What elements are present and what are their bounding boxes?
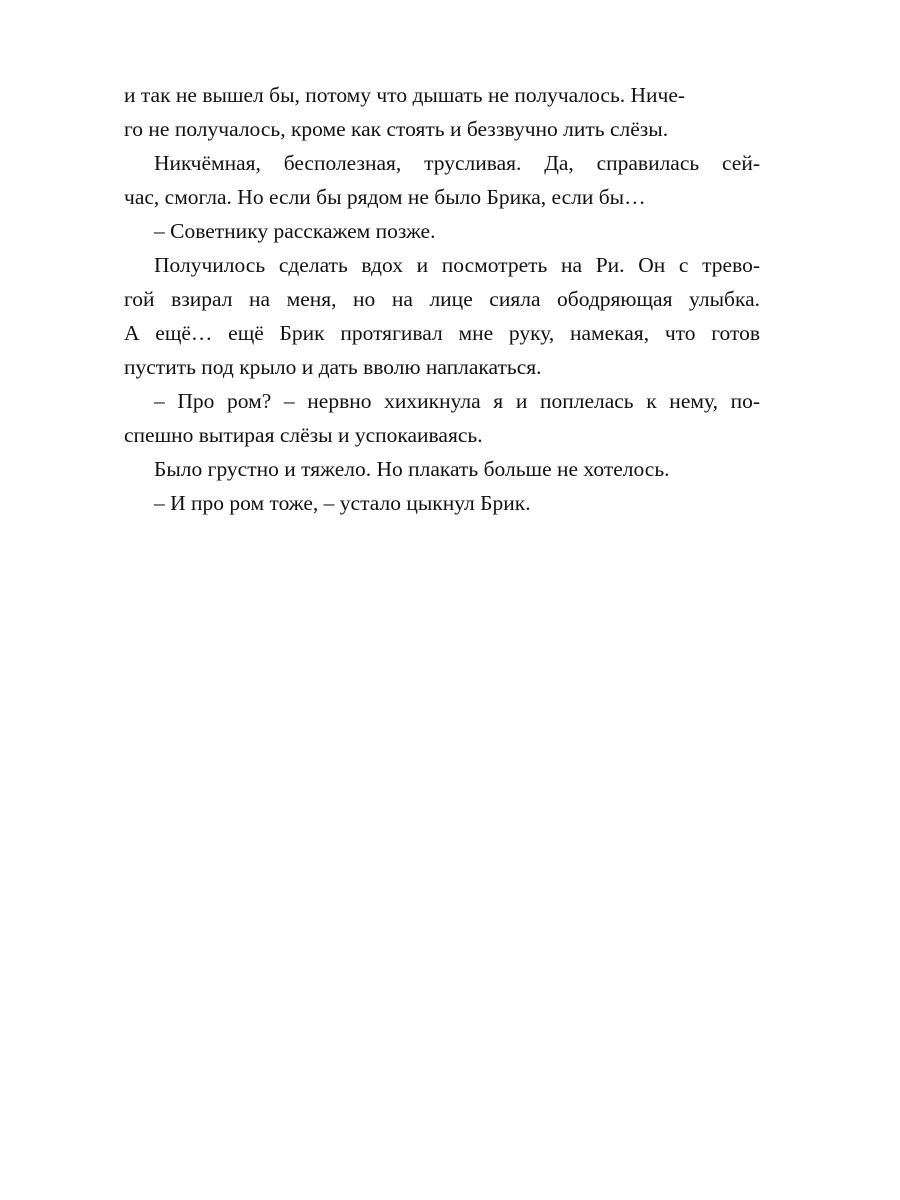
text-line: пустить под крыло и дать вволю наплакаться. xyxy=(124,355,542,379)
text-line: Никчёмная, бесполезная, трусливая. Да, справилась сей- xyxy=(154,151,760,175)
text-line: час, смогла. Но если бы рядом не было Брика, если бы… xyxy=(124,185,646,209)
text-line: гой взирал на меня, но на лице сияла ободряющая улыбка. xyxy=(124,287,760,311)
page-text xyxy=(124,78,760,520)
text-line: – Про ром? – нервно хихикнула я и поплелась к нему, по- xyxy=(154,389,760,413)
text-line: – Советнику расскажем позже. xyxy=(154,219,436,243)
text-line: и так не вышел бы, потому что дышать не получалось. Ниче- xyxy=(124,83,686,107)
text-line: – И про ром тоже, – устало цыкнул Брик. xyxy=(154,491,531,515)
text-line: го не получалось, кроме как стоять и беззвучно лить слёзы. xyxy=(124,117,669,141)
text-line: А ещё… ещё Брик протягивал мне руку, намекая, что готов xyxy=(124,321,760,345)
text-line: спешно вытирая слёзы и успокаиваясь. xyxy=(124,423,483,447)
text-line: Получилось сделать вдох и посмотреть на Ри. Он с трево- xyxy=(154,253,760,277)
text-line: Было грустно и тяжело. Но плакать больше не хотелось. xyxy=(154,457,670,481)
